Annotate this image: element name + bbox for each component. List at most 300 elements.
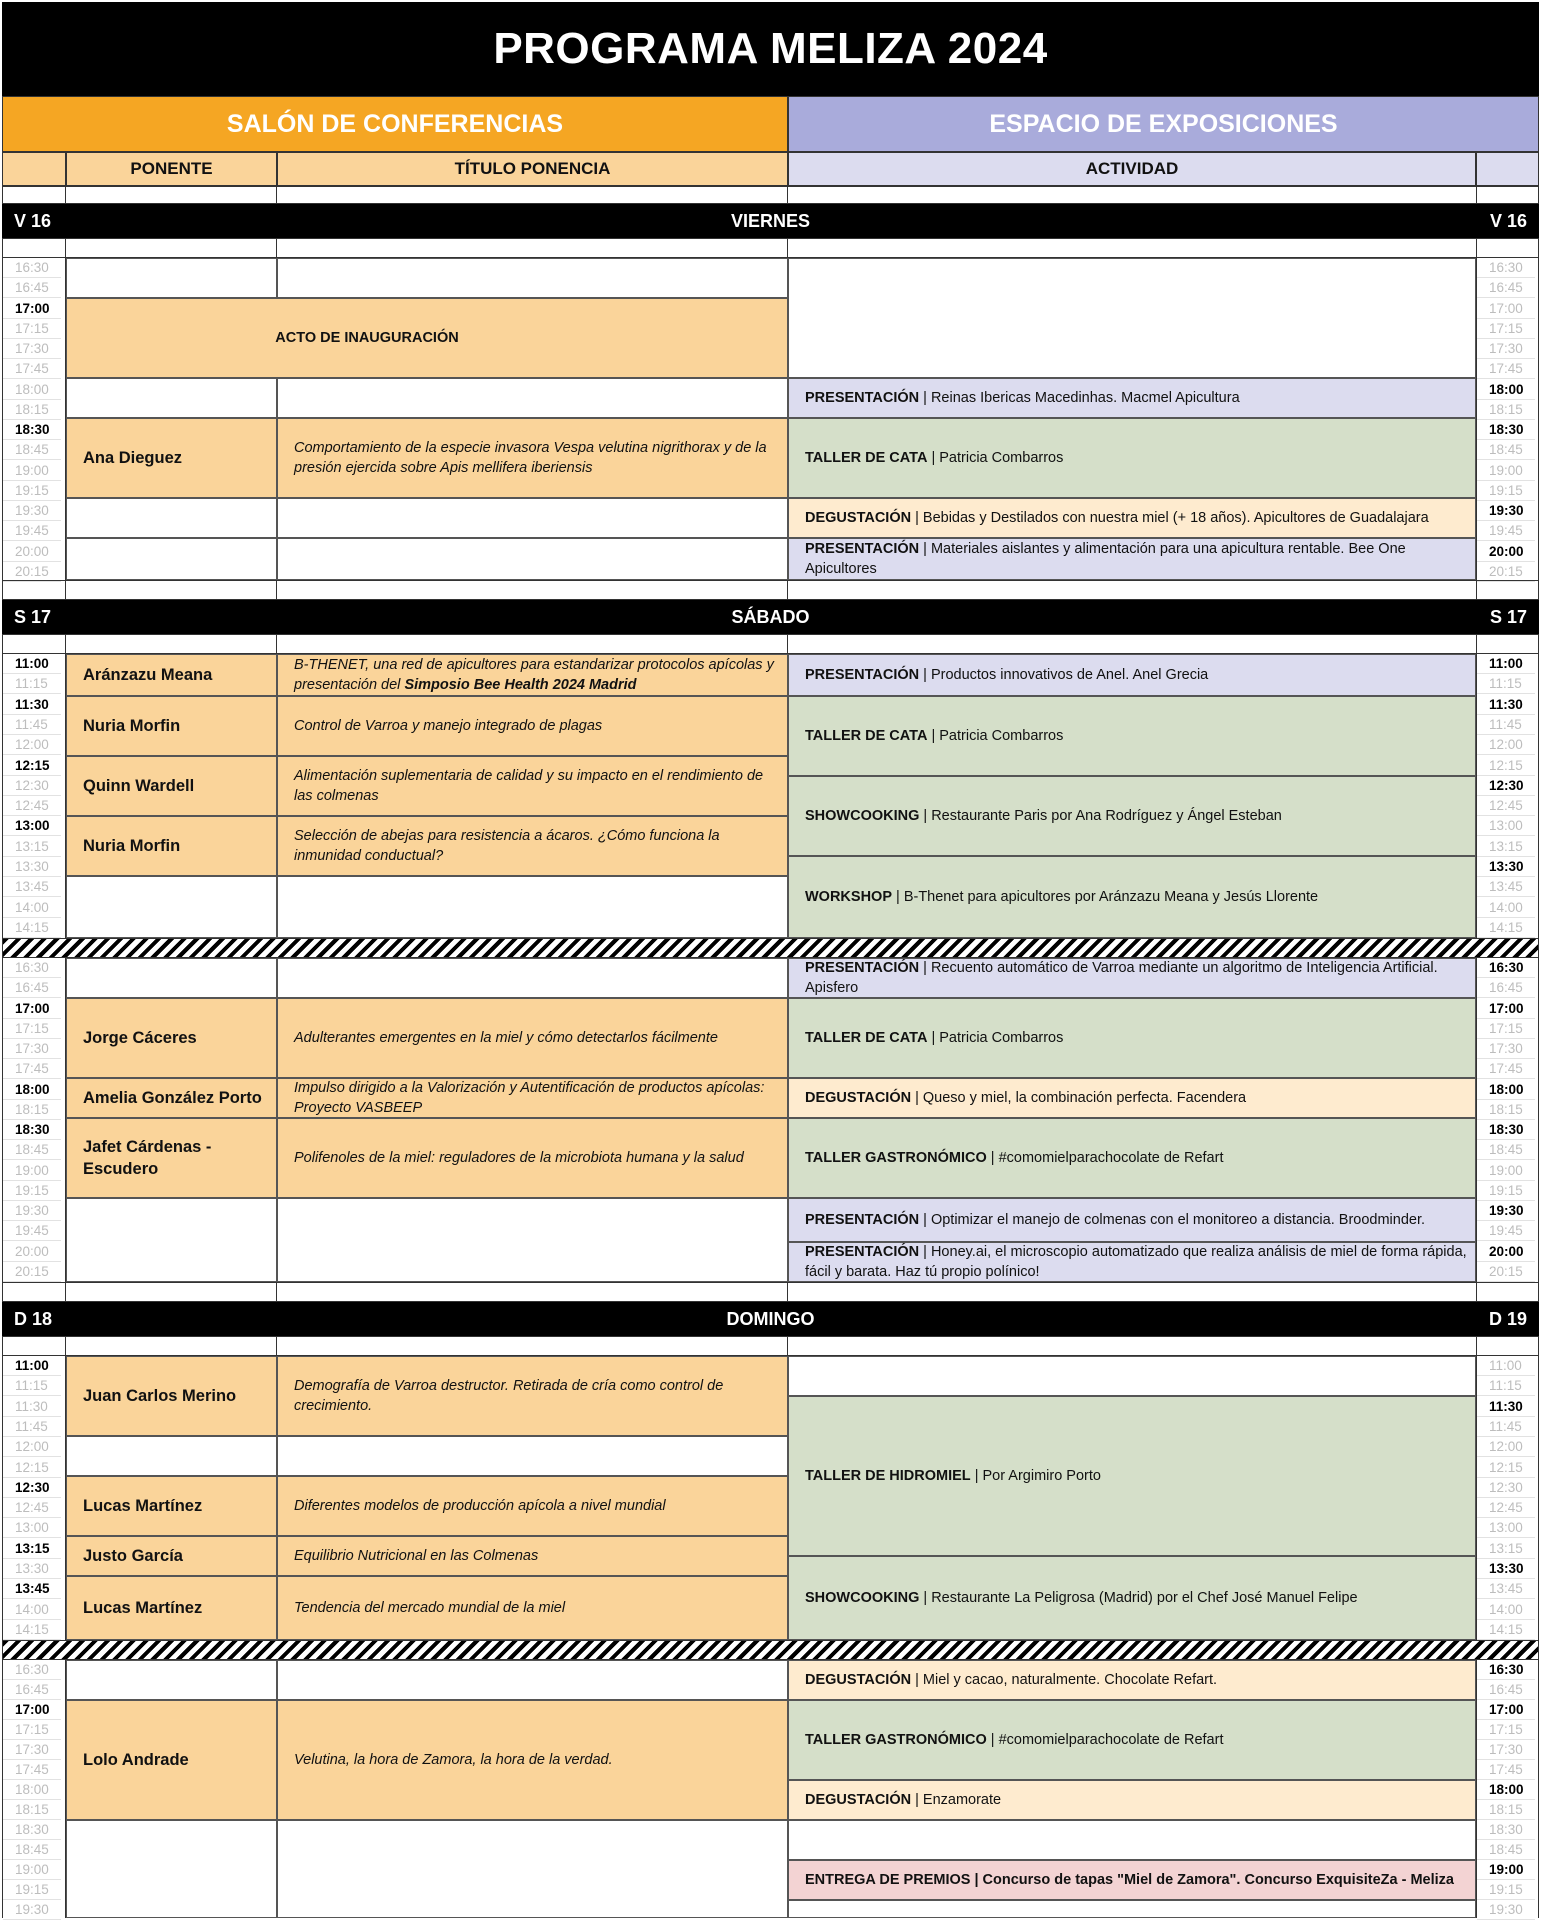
time-slot: 20:15	[3, 1262, 61, 1282]
time-slot: 19:00	[1477, 461, 1535, 481]
activity-type: PRESENTACIÓN	[805, 541, 920, 557]
empty-cell	[788, 258, 1476, 378]
activity-text: | Bebidas y Destilados con nuestra miel (+ 18 años). Apicultores de Guadalajara	[911, 510, 1429, 526]
time-slot: 19:00	[1477, 1161, 1535, 1181]
empty-cell	[66, 1436, 277, 1476]
time-slot: 17:15	[3, 1019, 61, 1039]
activity-type: SHOWCOOKING	[805, 1590, 920, 1606]
time-slot: 19:00	[1477, 1860, 1535, 1880]
activity-type: PRESENTACIÓN	[805, 1244, 920, 1260]
time-slot: 12:15	[1477, 1458, 1535, 1478]
talk-title: Velutina, la hora de Zamora, la hora de la verdad.	[294, 1752, 613, 1768]
time-slot: 17:45	[1477, 1059, 1535, 1079]
activity-text: | Restaurante La Peligrosa (Madrid) por el Chef José Manuel Felipe	[919, 1590, 1358, 1606]
talk-title: Selección de abejas para resistencia a ácaros. ¿Cómo funciona la inmunidad conductual?	[294, 828, 720, 864]
header-time-left	[2, 152, 66, 186]
talk-title-cell	[277, 816, 788, 876]
speaker-name: Lucas Martínez	[83, 1599, 203, 1617]
time-slot: 12:45	[1477, 1498, 1535, 1518]
time-slot: 13:15	[3, 837, 61, 857]
empty-cell	[66, 1820, 277, 1918]
time-slot: 13:45	[1477, 1579, 1535, 1599]
time-slot: 16:30	[1477, 258, 1535, 278]
time-slot: 18:30	[1477, 420, 1535, 440]
header-speaker: PONENTE	[66, 152, 277, 186]
time-slot: 11:30	[3, 695, 61, 715]
day-band-friday	[2, 204, 1539, 238]
time-slot: 19:15	[1477, 1880, 1535, 1900]
time-slot: 14:00	[1477, 898, 1535, 918]
time-slot: 17:30	[1477, 1039, 1535, 1059]
time-slot: 17:45	[1477, 1760, 1535, 1780]
time-slot: 13:30	[1477, 857, 1535, 877]
activity-cell	[788, 418, 1476, 498]
talk-inauguration	[66, 298, 788, 378]
day-name: VIERNES	[730, 211, 811, 231]
time-slot: 19:45	[3, 521, 61, 541]
time-slot: 17:30	[3, 1039, 61, 1059]
header-time-right	[1476, 152, 1539, 186]
activity-text: | Productos innovativos de Anel. Anel Grecia	[919, 667, 1209, 683]
empty-cell	[277, 1660, 788, 1700]
section-conference-hall: SALÓN DE CONFERENCIAS	[2, 96, 788, 152]
empty-cell	[788, 1900, 1476, 1918]
talk-title: Polifenoles de la miel: reguladores de la microbiota humana y la salud	[294, 1150, 744, 1166]
activity-type: PRESENTACIÓN	[805, 667, 920, 683]
talk-speaker	[66, 1536, 277, 1576]
activity-cell	[788, 958, 1476, 998]
activity-cell	[788, 1556, 1476, 1640]
time-slot: 14:00	[3, 898, 61, 918]
time-slot: 19:45	[1477, 521, 1535, 541]
empty-cell	[66, 538, 277, 580]
activity-cell	[788, 776, 1476, 856]
time-slot: 18:30	[1477, 1820, 1535, 1840]
time-slot: 17:15	[1477, 1720, 1535, 1740]
day-code-right: D 19	[1488, 1309, 1527, 1329]
day-code-right: V 16	[1489, 211, 1527, 231]
time-slot: 13:30	[3, 1559, 61, 1579]
time-slot: 14:15	[1477, 1620, 1535, 1640]
empty-cell	[277, 876, 788, 938]
talk-title-cell	[277, 654, 788, 696]
speaker-name: Ana Dieguez	[83, 449, 183, 467]
time-slot: 17:00	[1477, 1700, 1535, 1720]
time-slot: 18:00	[1477, 1780, 1535, 1800]
time-slot: 11:30	[1477, 695, 1535, 715]
activity-type: TALLER DE CATA	[805, 450, 928, 466]
talk-title: Impulso dirigido a la Valorización y Autentificación de productos apícolas: Proyecto VASBEEP	[294, 1080, 765, 1116]
talk-title-cell	[277, 756, 788, 816]
speaker-name: Jorge Cáceres	[83, 1029, 197, 1047]
time-slot: 18:15	[3, 1100, 61, 1120]
activity-cell	[788, 856, 1476, 938]
empty-cell	[277, 538, 788, 580]
time-slot: 13:00	[3, 816, 61, 836]
time-slot: 12:30	[3, 776, 61, 796]
activity-cell	[788, 1118, 1476, 1198]
talk-speaker	[66, 1700, 277, 1820]
empty-cell	[66, 1198, 277, 1282]
time-slot: 11:15	[1477, 1376, 1535, 1396]
time-slot: 11:30	[3, 1397, 61, 1417]
time-slot: 12:15	[3, 1458, 61, 1478]
time-slot: 19:15	[1477, 481, 1535, 501]
time-slot: 13:45	[3, 877, 61, 897]
time-slot: 16:45	[3, 278, 61, 298]
time-slot: 20:00	[3, 542, 61, 562]
time-slot: 18:30	[3, 420, 61, 440]
empty-cell	[788, 1820, 1476, 1860]
empty-cell	[277, 258, 788, 298]
talk-speaker	[66, 418, 277, 498]
time-slot: 17:45	[1477, 359, 1535, 379]
time-slot: 13:15	[1477, 1539, 1535, 1559]
talk-speaker	[66, 654, 277, 696]
time-slot: 19:15	[3, 1181, 61, 1201]
talk-speaker	[66, 696, 277, 756]
activity-type: PRESENTACIÓN	[805, 1212, 920, 1228]
empty-cell	[66, 258, 277, 298]
time-slot: 18:15	[3, 400, 61, 420]
time-slot: 11:45	[3, 715, 61, 735]
day-band-saturday	[2, 600, 1539, 634]
time-slot: 18:45	[1477, 440, 1535, 460]
time-slot: 14:00	[3, 1600, 61, 1620]
time-slot: 12:45	[3, 1498, 61, 1518]
time-slot: 19:45	[1477, 1221, 1535, 1241]
talk-title-cell	[277, 1118, 788, 1198]
day-name: SÁBADO	[731, 607, 810, 627]
talk-speaker	[66, 1476, 277, 1536]
break-separator	[2, 1640, 1539, 1660]
time-slot: 16:45	[1477, 278, 1535, 298]
time-slot: 14:15	[3, 1620, 61, 1640]
break-separator	[2, 938, 1539, 958]
activity-cell	[788, 1396, 1476, 1556]
time-slot: 18:00	[1477, 380, 1535, 400]
talk-title: Adulterantes emergentes en la miel y cómo detectarlos fácilmente	[294, 1030, 718, 1046]
time-slot: 20:15	[1477, 562, 1535, 582]
activity-text: | Concurso de tapas "Miel de Zamora". Concurso ExquisiteZa - Meliza	[970, 1872, 1454, 1888]
header-activity: ACTIVIDAD	[788, 152, 1476, 186]
time-slot: 17:45	[3, 359, 61, 379]
talk-speaker	[66, 816, 277, 876]
empty-cell	[66, 958, 277, 998]
time-slot: 12:15	[3, 756, 61, 776]
time-slot: 12:45	[3, 796, 61, 816]
activity-text: | #comomielparachocolate de Refart	[986, 1732, 1224, 1748]
time-slot: 19:15	[3, 1880, 61, 1900]
time-slot: 19:15	[3, 481, 61, 501]
spacer-row	[2, 238, 1539, 258]
time-slot: 18:45	[3, 440, 61, 460]
time-slot: 16:30	[3, 958, 61, 978]
empty-cell	[66, 1660, 277, 1700]
time-slot: 18:30	[1477, 1120, 1535, 1140]
day-name: DOMINGO	[726, 1309, 815, 1329]
time-slot: 17:00	[1477, 999, 1535, 1019]
time-slot: 18:45	[1477, 1140, 1535, 1160]
activity-text: | Restaurante Paris por Ana Rodríguez y Ángel Esteban	[919, 808, 1282, 824]
time-slot: 19:00	[3, 1161, 61, 1181]
time-slot: 18:15	[3, 1800, 61, 1820]
time-slot: 18:00	[3, 1780, 61, 1800]
time-slot: 13:30	[1477, 1559, 1535, 1579]
time-slot: 20:00	[3, 1242, 61, 1262]
activity-type: TALLER DE HIDROMIEL	[805, 1468, 971, 1484]
time-slot: 17:30	[1477, 339, 1535, 359]
empty-cell	[277, 958, 788, 998]
activity-text: | Honey.ai, el microscopio automatizado que realiza análisis de miel de forma rápida, fácil y barata. Haz tú propio polínico!	[805, 1244, 1467, 1280]
time-slot: 11:15	[3, 1376, 61, 1396]
time-slot: 19:00	[3, 461, 61, 481]
talk-speaker	[66, 1356, 277, 1436]
activity-text: | Patricia Combarros	[927, 1030, 1064, 1046]
time-slot: 20:15	[3, 562, 61, 582]
activity-type: SHOWCOOKING	[805, 808, 920, 824]
talk-speaker	[66, 1118, 277, 1198]
time-slot: 18:00	[3, 380, 61, 400]
speaker-name: Aránzazu Meana	[83, 666, 213, 684]
day-code-right: S 17	[1489, 607, 1527, 627]
time-slot: 16:45	[3, 978, 61, 998]
time-slot: 19:30	[3, 1201, 61, 1221]
time-slot: 11:45	[3, 1417, 61, 1437]
talk-speaker	[66, 756, 277, 816]
activity-type: DEGUSTACIÓN	[805, 1792, 912, 1808]
time-slot: 20:15	[1477, 1262, 1535, 1282]
spacer-row	[2, 580, 1539, 600]
empty-cell	[277, 378, 788, 418]
activity-cell	[788, 998, 1476, 1078]
page-title: PROGRAMA MELIZA 2024	[2, 2, 1539, 96]
time-slot: 11:45	[1477, 1417, 1535, 1437]
talk-title-cell	[277, 418, 788, 498]
time-slot: 17:30	[3, 339, 61, 359]
talk-title: ACTO DE INAUGURACIÓN	[275, 330, 459, 346]
time-slot: 19:30	[3, 1900, 61, 1920]
talk-title: Alimentación suplementaria de calidad y su impacto en el rendimiento de las colmenas	[294, 768, 764, 804]
time-slot: 11:00	[3, 1356, 61, 1376]
time-slot: 17:30	[3, 1740, 61, 1760]
time-slot: 12:00	[3, 735, 61, 755]
activity-type: DEGUSTACIÓN	[805, 1090, 912, 1106]
activity-type: DEGUSTACIÓN	[805, 1672, 912, 1688]
time-slot: 18:45	[3, 1140, 61, 1160]
empty-cell	[277, 1198, 788, 1282]
time-slot: 18:45	[1477, 1840, 1535, 1860]
time-slot: 17:00	[3, 299, 61, 319]
time-slot: 19:00	[3, 1860, 61, 1880]
speaker-name: Nuria Morfin	[83, 837, 181, 855]
time-slot: 16:45	[3, 1680, 61, 1700]
talk-title-cell	[277, 696, 788, 756]
time-slot: 13:45	[3, 1579, 61, 1599]
time-slot: 16:30	[1477, 958, 1535, 978]
speaker-name: Nuria Morfin	[83, 717, 181, 735]
activity-type: PRESENTACIÓN	[805, 960, 920, 976]
time-slot: 12:45	[1477, 796, 1535, 816]
time-slot: 13:15	[3, 1539, 61, 1559]
activity-type: WORKSHOP	[805, 889, 892, 905]
time-slot: 19:30	[1477, 1900, 1535, 1920]
empty-cell	[788, 1356, 1476, 1396]
activity-text: | Recuento automático de Varroa mediante un algoritmo de Inteligencia Artificial. Apisfero	[805, 960, 1438, 996]
day-code-left: S 17	[14, 607, 52, 627]
speaker-name: Jafet Cárdenas - Escudero	[83, 1138, 212, 1178]
day-code-left: D 18	[14, 1309, 53, 1329]
spacer-row	[2, 186, 1539, 204]
time-slot: 17:45	[3, 1059, 61, 1079]
activity-cell	[788, 1780, 1476, 1820]
time-slot: 11:30	[1477, 1397, 1535, 1417]
time-slot: 17:00	[1477, 299, 1535, 319]
activity-text: | Enzamorate	[911, 1792, 1002, 1808]
time-slot: 18:30	[3, 1120, 61, 1140]
time-slot: 17:15	[3, 1720, 61, 1740]
time-slot: 17:30	[1477, 1740, 1535, 1760]
activity-text: | Por Argimiro Porto	[970, 1468, 1101, 1484]
time-slot: 11:00	[1477, 1356, 1535, 1376]
time-slot: 13:00	[1477, 1518, 1535, 1538]
activity-type: TALLER GASTRONÓMICO	[805, 1150, 987, 1166]
time-slot: 19:45	[3, 1221, 61, 1241]
activity-cell	[788, 498, 1476, 538]
time-slot: 16:45	[1477, 978, 1535, 998]
time-slot: 17:15	[1477, 1019, 1535, 1039]
speaker-name: Amelia González Porto	[83, 1089, 262, 1107]
talk-title: Equilibrio Nutricional en las Colmenas	[294, 1548, 539, 1564]
time-slot: 17:45	[3, 1760, 61, 1780]
day-band-sunday	[2, 1302, 1539, 1336]
time-slot: 14:15	[1477, 918, 1535, 938]
time-slot: 18:00	[1477, 1080, 1535, 1100]
time-slot: 18:15	[1477, 1800, 1535, 1820]
activity-type: DEGUSTACIÓN	[805, 510, 912, 526]
activity-text: | B-Thenet para apicultores por Aránzazu Meana y Jesús Llorente	[892, 889, 1319, 905]
time-slot: 11:45	[1477, 715, 1535, 735]
time-slot: 13:15	[1477, 837, 1535, 857]
talk-title-cell	[277, 1700, 788, 1820]
activity-cell	[788, 1860, 1476, 1900]
talk-title-cell	[277, 1536, 788, 1576]
talk-speaker	[66, 1576, 277, 1640]
day-code-left: V 16	[14, 211, 52, 231]
activity-cell	[788, 1242, 1476, 1282]
activity-text: | Miel y cacao, naturalmente. Chocolate Refart.	[911, 1672, 1218, 1688]
time-slot: 19:15	[1477, 1181, 1535, 1201]
activity-cell	[788, 538, 1476, 580]
activity-cell	[788, 1078, 1476, 1118]
time-slot: 18:15	[1477, 400, 1535, 420]
speaker-name: Juan Carlos Merino	[83, 1387, 237, 1405]
header-talk-title: TÍTULO PONENCIA	[277, 152, 788, 186]
time-slot: 18:15	[1477, 1100, 1535, 1120]
time-slot: 11:15	[3, 674, 61, 694]
time-slot: 13:45	[1477, 877, 1535, 897]
talk-title-cell	[277, 1576, 788, 1640]
activity-type: TALLER DE CATA	[805, 1030, 928, 1046]
time-slot: 20:00	[1477, 1242, 1535, 1262]
activity-cell	[788, 378, 1476, 418]
talk-speaker	[66, 998, 277, 1078]
time-slot: 17:15	[1477, 319, 1535, 339]
activity-cell	[788, 696, 1476, 776]
time-slot: 18:00	[3, 1080, 61, 1100]
talk-speaker	[66, 1078, 277, 1118]
spacer-row	[2, 1336, 1539, 1356]
time-slot: 12:00	[3, 1437, 61, 1457]
time-slot: 11:15	[1477, 674, 1535, 694]
time-slot: 19:30	[1477, 501, 1535, 521]
activity-text: | Patricia Combarros	[927, 728, 1064, 744]
talk-title-cell	[277, 1078, 788, 1118]
time-slot: 12:30	[1477, 1478, 1535, 1498]
time-slot: 14:00	[1477, 1600, 1535, 1620]
activity-type: PRESENTACIÓN	[805, 390, 920, 406]
time-slot: 17:00	[3, 1700, 61, 1720]
time-slot: 19:30	[3, 501, 61, 521]
activity-text: | #comomielparachocolate de Refart	[986, 1150, 1224, 1166]
activity-text: | Materiales aislantes y alimentación para una apicultura rentable. Bee One Apicultores	[805, 541, 1406, 577]
time-slot: 11:00	[1477, 654, 1535, 674]
time-slot: 12:15	[1477, 756, 1535, 776]
activity-cell	[788, 1660, 1476, 1700]
empty-cell	[277, 1820, 788, 1918]
time-slot: 19:30	[1477, 1201, 1535, 1221]
time-slot: 12:00	[1477, 735, 1535, 755]
section-exhibition-space: ESPACIO DE EXPOSICIONES	[788, 96, 1539, 152]
talk-title-cell	[277, 1356, 788, 1436]
speaker-name: Lucas Martínez	[83, 1497, 203, 1515]
time-slot: 18:30	[3, 1820, 61, 1840]
speaker-name: Quinn Wardell	[83, 777, 195, 795]
empty-cell	[66, 498, 277, 538]
time-slot: 14:15	[3, 918, 61, 938]
speaker-name: Lolo Andrade	[83, 1751, 189, 1769]
time-slot: 13:00	[1477, 816, 1535, 836]
talk-title: Demografía de Varroa destructor. Retirada de cría como control de crecimiento.	[294, 1378, 724, 1414]
empty-cell	[277, 498, 788, 538]
activity-text: | Reinas Ibericas Macedinhas. Macmel Apicultura	[919, 390, 1240, 406]
activity-text: | Queso y miel, la combinación perfecta. Facendera	[911, 1090, 1247, 1106]
time-slot: 12:30	[3, 1478, 61, 1498]
activity-type: TALLER GASTRONÓMICO	[805, 1732, 987, 1748]
time-slot: 16:30	[3, 258, 61, 278]
time-slot: 12:30	[1477, 776, 1535, 796]
time-slot: 13:30	[3, 857, 61, 877]
activity-text: | Optimizar el manejo de colmenas con el monitoreo a distancia. Broodminder.	[919, 1212, 1426, 1228]
time-slot: 17:00	[3, 999, 61, 1019]
time-slot: 12:00	[1477, 1437, 1535, 1457]
activity-type: TALLER DE CATA	[805, 728, 928, 744]
activity-cell	[788, 1198, 1476, 1242]
talk-title: Tendencia del mercado mundial de la miel	[294, 1600, 566, 1616]
empty-cell	[277, 1436, 788, 1476]
time-slot: 16:45	[1477, 1680, 1535, 1700]
talk-title-cell	[277, 998, 788, 1078]
time-slot: 17:15	[3, 319, 61, 339]
time-slot: 16:30	[1477, 1660, 1535, 1680]
activity-cell	[788, 654, 1476, 696]
speaker-name: Justo García	[83, 1547, 183, 1565]
time-slot: 18:45	[3, 1840, 61, 1860]
talk-title: Diferentes modelos de producción apícola a nivel mundial	[294, 1498, 666, 1514]
time-slot: 11:00	[3, 654, 61, 674]
spacer-row	[2, 634, 1539, 654]
activity-type: ENTREGA DE PREMIOS	[805, 1872, 971, 1888]
